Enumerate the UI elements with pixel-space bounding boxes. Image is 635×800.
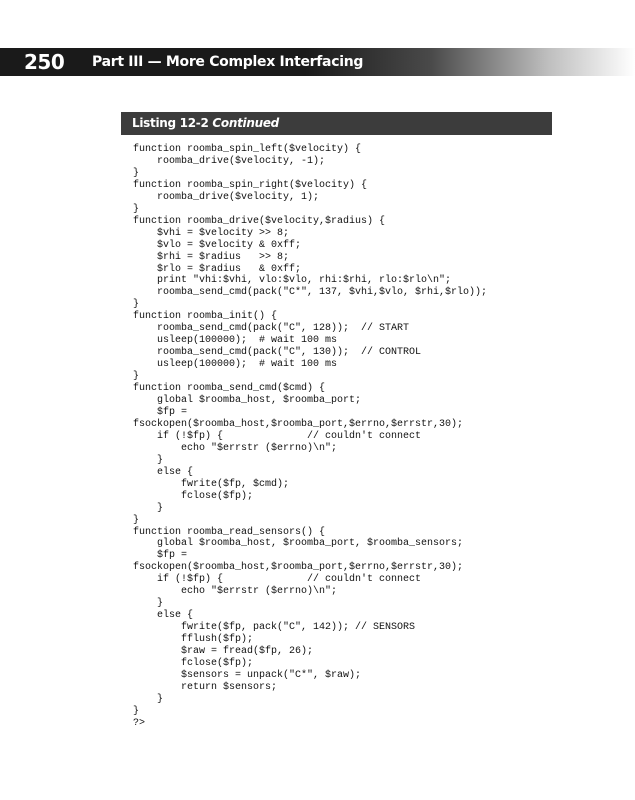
page-number: 250 — [24, 50, 65, 74]
listing-continued: Continued — [212, 116, 279, 130]
listing-label: Listing 12-2 — [132, 116, 209, 130]
part-title: Part III — More Complex Interfacing — [92, 54, 364, 70]
listing-caption — [132, 112, 279, 135]
code-listing: function roomba_spin_left($velocity) { roomba_drive($velocity, -1); } function roomba_spin_right($velocity) { roomba_drive($velocity, 1); } function roomba_drive($velocity,$radius) { $vhi = $velocity >> 8; $vlo = $velocity & 0xff; $rhi = $radius >> 8; $rlo = $radius & 0xff; print "vhi:$vhi, vlo:$vlo, rhi:$rhi, rlo:$rlo\n"; roomba_send_cmd(pack("C*", 137, $vhi,$vlo, $rhi,$rlo)); } function roomba_init() { roomba_send_cmd(pack("C", 128)); // START usleep(100000); # wait 100 ms roomba_send_cmd(pack("C", 130)); // CONTROL usleep(100000); # wait 100 ms } function roomba_send_cmd($cmd) { global $roomba_host, $roomba_port; $fp = fsockopen($roomba_host,$roomba_port,$errno,$errstr,30); if (!$fp) { // couldn't connect echo "$errstr ($errno)\n"; } else { fwrite($fp, $cmd); fclose($fp); } } function roomba_read_sensors() { global $roomba_host, $roomba_port, $roomba_sensors; $fp = fsockopen($roomba_host,$roomba_port,$errno,$errstr,30); if (!$fp) { // couldn't connect echo "$errstr ($errno)\n"; } else { fwrite($fp, pack("C", 142)); // SENSORS fflush($fp); $raw = fread($fp, 26); fclose($fp); $sensors = unpack("C*", $raw); return $sensors; } } ?> — [133, 144, 488, 729]
running-header — [0, 48, 635, 76]
listing-caption-bar — [121, 112, 552, 135]
